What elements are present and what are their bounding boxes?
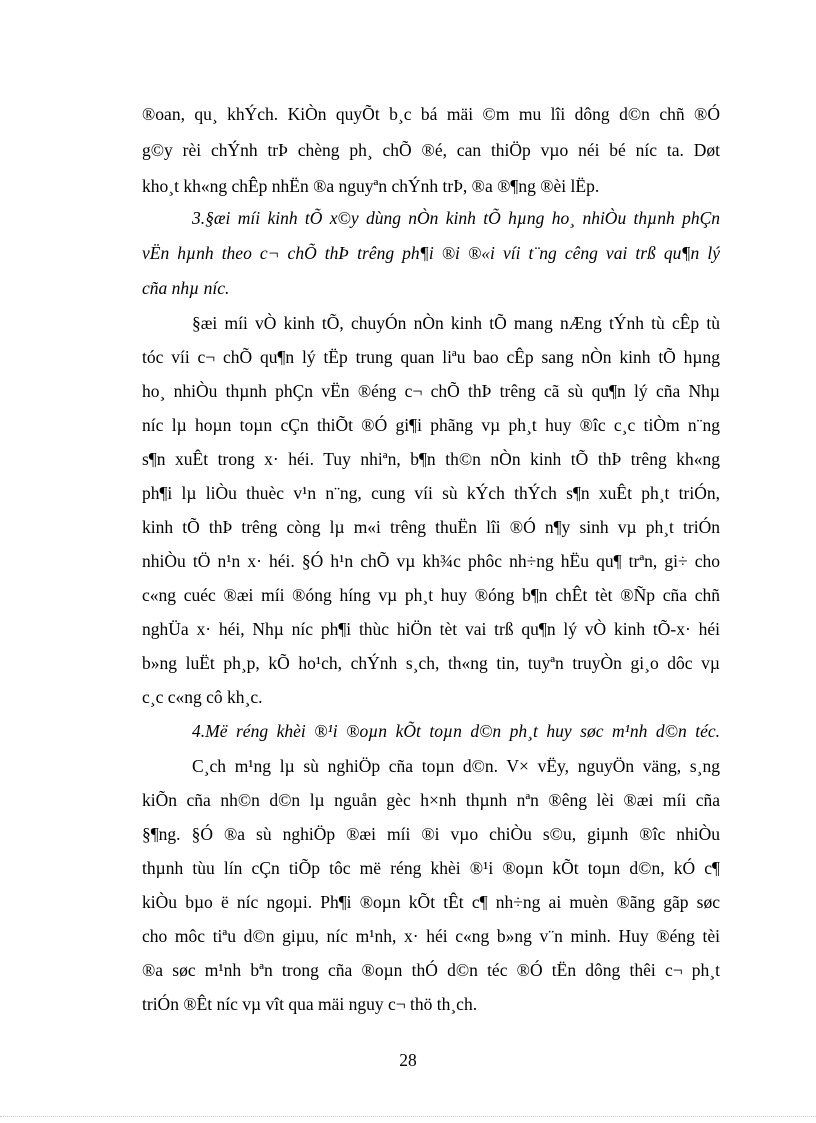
body-text-line: ®a søc m¹nh bªn trong cña ®oµn thÓ d©n téc ®Ó tËn dông thêi c¬ ph¸t xyxy=(142,960,720,980)
body-text-line: kinh tÕ thÞ trêng còng lµ m«i trêng thuËn lîi ®Ó n¶y sinh vµ ph¸t triÓn xyxy=(142,517,720,537)
body-text-line: s¶n xuÊt trong x· héi. Tuy nhiªn, b¶n th©n nÒn kinh tÕ thÞ trêng kh«ng xyxy=(142,449,720,469)
body-text-line: C¸ch m¹ng lµ sù nghiÖp cña toµn d©n. V× vËy, nguyÖn väng, s¸ng xyxy=(192,756,720,776)
body-text-line: ®oan, qu¸ khÝch. KiÒn quyÕt b¸c bá mäi ©m mu lîi dông d©n chñ ®Ó xyxy=(142,104,720,124)
body-text-line: cho môc tiªu d©n giµu, níc m¹nh, x· héi c«ng b»ng v¨n minh. Huy ®éng tèi xyxy=(142,926,720,946)
body-text-line: §¶ng. §Ó ®a sù nghiÖp ®æi míi ®i vµo chiÒu s©u, giµnh ®îc nhiÒu xyxy=(142,824,720,844)
body-text-line: g©y rèi chÝnh trÞ chèng ph¸ chÕ ®é, can thiÖp vµo néi bé níc ta. Døt xyxy=(142,140,720,160)
section-heading-4: 4.Më réng khèi ®¹i ®oµn kÕt toµn d©n ph¸t huy søc m¹nh d©n téc. xyxy=(192,721,720,741)
section-heading-3: 3.§æi míi kinh tÕ x©y dùng nÒn kinh tÕ hµng ho¸ nhiÒu thµnh phÇn xyxy=(192,208,720,228)
body-text-line: thµnh tùu lín cÇn tiÕp tôc më réng khèi ®¹i ®oµn kÕt toµn d©n, kÓ c¶ xyxy=(142,858,720,878)
page-number: 28 xyxy=(399,1050,417,1070)
body-text-line: kiÕn cña nh©n d©n lµ nguån gèc h×nh thµnh nªn ®êng lèi ®æi míi cña xyxy=(142,790,720,810)
body-text-line: kho¸t kh«ng chÊp nhËn ®a nguyªn chÝnh trÞ, ®a ®¶ng ®èi lËp. xyxy=(142,176,600,196)
body-text-line: b»ng luËt ph¸p, kÕ ho¹ch, chÝnh s¸ch, th«ng tin, tuyªn truyÒn gi¸o dôc vµ xyxy=(142,653,720,673)
body-text-line: c¸c c«ng cô kh¸c. xyxy=(142,687,263,707)
body-text-line: §æi míi vÒ kinh tÕ, chuyÓn nÒn kinh tÕ mang nÆng tÝnh tù cÊp tù xyxy=(192,313,720,333)
body-text-line: c«ng cuéc ®æi míi ®óng híng vµ ph¸t huy ®óng b¶n chÊt tèt ®Ñp cña chñ xyxy=(142,585,720,605)
body-text-line: ho¸ nhiÒu thµnh phÇn vËn ®éng c¬ chÕ thÞ trêng cã sù qu¶n lý cña Nhµ xyxy=(142,381,720,401)
body-text-line: níc lµ hoµn toµn cÇn thiÕt ®Ó gi¶i phãng vµ ph¸t huy ®îc c¸c tiÒm n¨ng xyxy=(142,415,720,435)
section-heading-line: cña nhµ níc. xyxy=(142,278,230,298)
body-text-line: ph¶i lµ liÒu thuèc v¹n n¨ng, cung víi sù kÝch thÝch s¶n xuÊt ph¸t triÓn, xyxy=(142,483,720,503)
body-text-line: kiÒu bµo ë níc ngoµi. Ph¶i ®oµn kÕt tÊt c¶ nh÷ng ai muèn ®ãng gãp søc xyxy=(142,892,720,912)
page-bottom-divider xyxy=(0,1116,816,1117)
section-heading-line: vËn hµnh theo c¬ chÕ thÞ trêng ph¶i ®i ®«i víi t¨ng cêng vai trß qu¶n lý xyxy=(142,243,720,263)
body-text-line: triÓn ®Êt níc vµ vît qua mäi nguy c¬ thö th¸ch. xyxy=(142,994,478,1014)
body-text-line: nghÜa x· héi, Nhµ níc ph¶i thùc hiÖn tèt vai trß qu¶n lý vÒ kinh tÕ-x· héi xyxy=(142,619,720,639)
body-text-line: tóc víi c¬ chÕ qu¶n lý tËp trung quan liªu bao cÊp sang nÒn kinh tÕ hµng xyxy=(142,347,720,367)
body-text-line: nhiÒu tÖ n¹n x· héi. §Ó h¹n chÕ vµ kh¾c phôc nh÷ng hËu qu¶ trªn, gi÷ cho xyxy=(142,551,720,571)
